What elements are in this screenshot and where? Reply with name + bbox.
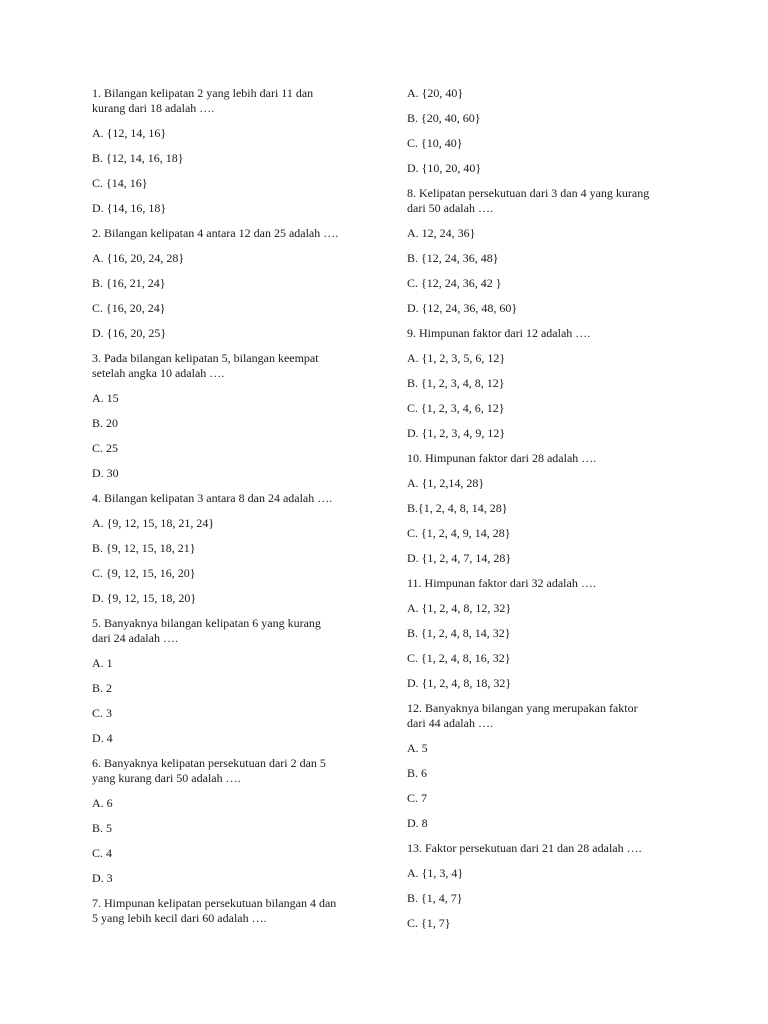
question-block xyxy=(407,576,697,691)
question-block xyxy=(92,226,382,341)
answer-option: C. {16, 20, 24} xyxy=(92,301,166,315)
answer-option: B.{1, 2, 4, 8, 14, 28} xyxy=(407,501,508,515)
question-text: 4. Bilangan kelipatan 3 antara 8 dan 24 adalah …. xyxy=(92,491,333,505)
answer-option: C. {1, 7} xyxy=(407,916,451,930)
answer-option: C. {1, 2, 4, 9, 14, 28} xyxy=(407,526,511,540)
question-block xyxy=(407,186,697,316)
answer-option: B. {12, 24, 36, 48} xyxy=(407,251,499,265)
answer-option: A. {16, 20, 24, 28} xyxy=(92,251,185,265)
answer-option: A. 5 xyxy=(407,741,428,755)
answer-option: B. {1, 4, 7} xyxy=(407,891,463,905)
answer-option: A. 12, 24, 36} xyxy=(407,226,476,240)
question-block xyxy=(92,86,382,216)
left-column xyxy=(92,86,382,936)
question-text: 2. Bilangan kelipatan 4 antara 12 dan 25 adalah …. xyxy=(92,226,339,240)
answer-option: D. 4 xyxy=(92,731,113,745)
answer-option: C. {1, 2, 3, 4, 6, 12} xyxy=(407,401,505,415)
answer-option: D. {1, 2, 4, 8, 18, 32} xyxy=(407,676,512,690)
answer-option: A. {1, 2, 3, 5, 6, 12} xyxy=(407,351,506,365)
answer-option: B. {16, 21, 24} xyxy=(92,276,166,290)
question-block xyxy=(92,756,382,886)
question-text: 3. Pada bilangan kelipatan 5, bilangan keempat setelah angka 10 adalah …. xyxy=(92,351,319,380)
question-text: 10. Himpunan faktor dari 28 adalah …. xyxy=(407,451,597,465)
answer-option: B. 6 xyxy=(407,766,428,780)
answer-option: B. {1, 2, 3, 4, 8, 12} xyxy=(407,376,505,390)
answer-option: A. {1, 3, 4} xyxy=(407,866,464,880)
answer-option: B. {9, 12, 15, 18, 21} xyxy=(92,541,196,555)
question-text: 7. Himpunan kelipatan persekutuan bilangan 4 dan 5 yang lebih kecil dari 60 adalah …. xyxy=(92,896,337,925)
answer-option: C. 4 xyxy=(92,846,113,860)
answer-option: C. {10, 40} xyxy=(407,136,463,150)
answer-option: D. {14, 16, 18} xyxy=(92,201,167,215)
answer-option: A. {1, 2,14, 28} xyxy=(407,476,485,490)
answer-option: B. 20 xyxy=(92,416,119,430)
answer-option: C. {1, 2, 4, 8, 16, 32} xyxy=(407,651,511,665)
right-column xyxy=(407,86,697,941)
question-block xyxy=(407,326,697,441)
question-text: 9. Himpunan faktor dari 12 adalah …. xyxy=(407,326,591,340)
answer-option: A. 1 xyxy=(92,656,113,670)
question-text: 11. Himpunan faktor dari 32 adalah …. xyxy=(407,576,596,590)
answer-option: C. {14, 16} xyxy=(92,176,148,190)
question-block xyxy=(407,841,697,931)
answer-option: A. {12, 14, 16} xyxy=(92,126,167,140)
answer-option: C. 25 xyxy=(92,441,119,455)
answer-option: B. {12, 14, 16, 18} xyxy=(92,151,184,165)
answer-option: B. 5 xyxy=(92,821,113,835)
question-block xyxy=(92,616,382,746)
question-text: 5. Banyaknya bilangan kelipatan 6 yang kurang dari 24 adalah …. xyxy=(92,616,321,645)
answer-option: D. 30 xyxy=(92,466,119,480)
answer-option: A. {20, 40} xyxy=(407,86,464,100)
answer-option: A. {9, 12, 15, 18, 21, 24} xyxy=(92,516,215,530)
question-text: 8. Kelipatan persekutuan dari 3 dan 4 yang kurang dari 50 adalah …. xyxy=(407,186,650,215)
answer-option: A. 15 xyxy=(92,391,119,405)
question-block xyxy=(407,451,697,566)
answer-option: B. 2 xyxy=(92,681,113,695)
question-text: 6. Banyaknya kelipatan persekutuan dari 2 dan 5 yang kurang dari 50 adalah …. xyxy=(92,756,326,785)
question-block xyxy=(92,491,382,606)
question-block xyxy=(407,701,697,831)
answer-option: D. {9, 12, 15, 18, 20} xyxy=(92,591,197,605)
answer-option: B. {1, 2, 4, 8, 14, 32} xyxy=(407,626,511,640)
answer-option: B. {20, 40, 60} xyxy=(407,111,481,125)
question-block xyxy=(92,896,382,926)
answer-option: D. {16, 20, 25} xyxy=(92,326,167,340)
answer-option: A. {1, 2, 4, 8, 12, 32} xyxy=(407,601,512,615)
answer-option: D. {12, 24, 36, 48, 60} xyxy=(407,301,518,315)
question-text: 1. Bilangan kelipatan 2 yang lebih dari 11 dan kurang dari 18 adalah …. xyxy=(92,86,314,115)
question-text: 13. Faktor persekutuan dari 21 dan 28 adalah …. xyxy=(407,841,642,855)
answer-option: C. {9, 12, 15, 16, 20} xyxy=(92,566,196,580)
answer-option: D. {1, 2, 4, 7, 14, 28} xyxy=(407,551,512,565)
question-block xyxy=(407,86,697,176)
answer-option: D. {10, 20, 40} xyxy=(407,161,482,175)
answer-option: D. 3 xyxy=(92,871,113,885)
answer-option: A. 6 xyxy=(92,796,113,810)
question-text: 12. Banyaknya bilangan yang merupakan faktor dari 44 adalah …. xyxy=(407,701,638,730)
question-block xyxy=(92,351,382,481)
answer-option: C. 7 xyxy=(407,791,428,805)
answer-option: C. {12, 24, 36, 42 } xyxy=(407,276,502,290)
answer-option: D. {1, 2, 3, 4, 9, 12} xyxy=(407,426,506,440)
answer-option: C. 3 xyxy=(92,706,113,720)
answer-option: D. 8 xyxy=(407,816,428,830)
